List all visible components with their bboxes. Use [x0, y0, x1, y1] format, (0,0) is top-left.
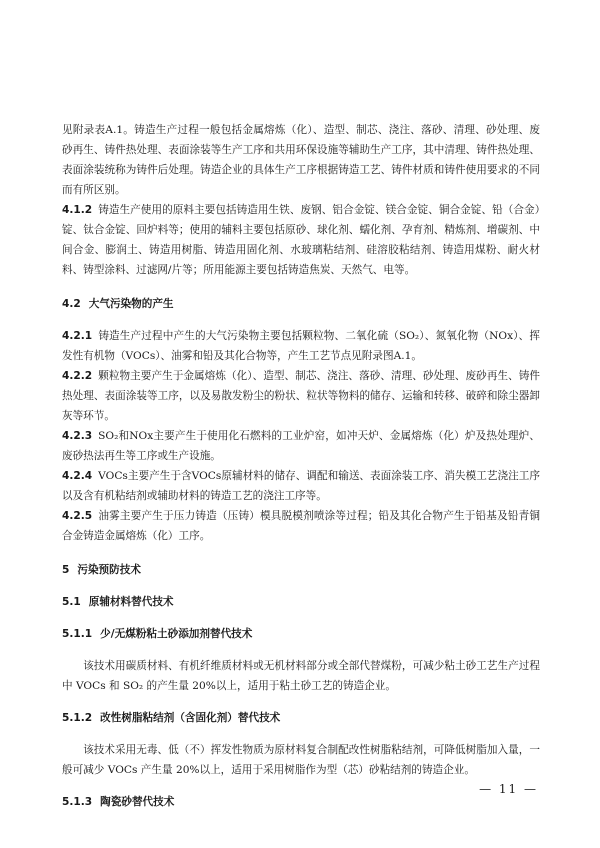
page-content — [62, 120, 540, 812]
clause-text: SO₂和NOx主要产生于使用化石燃料的工业炉窑，如冲天炉、金属熔炼（化）炉及热处理炉、废砂热法再生等工序或生产设施。 — [62, 430, 540, 462]
heading-title: 原辅材料替代技术 — [88, 596, 174, 608]
heading-title: 少/无煤粉粘土砂添加剂替代技术 — [100, 628, 253, 640]
heading-5-1 — [62, 592, 540, 612]
heading-number: 5.1 — [62, 596, 81, 608]
heading-5-1-1 — [62, 624, 540, 644]
clause-number: 4.2.3 — [62, 430, 93, 442]
heading-number: 4.2 — [62, 298, 81, 310]
paragraph-4-2-4 — [62, 466, 540, 506]
clause-number: 4.1.2 — [62, 204, 93, 216]
heading-number: 5.1.3 — [62, 796, 93, 808]
paragraph-4-2-2 — [62, 366, 540, 426]
paragraph-4-2-1 — [62, 326, 540, 366]
paragraph-intro: 见附录表A.1。铸造生产过程一般包括金属熔炼（化）、造型、制芯、浇注、落砂、清理、砂处理、废砂再生、铸件热处理、表面涂装等生产工序和共用环保设施等辅助生产工序，其中清理、铸件热处理、表面涂装统称为铸件后处理。铸造企业的具体生产工序根据铸造工艺、铸件材质和铸件使用要求的不同而有所区别。 — [62, 124, 540, 196]
heading-4-2 — [62, 294, 540, 314]
clause-text: VOCs主要产生于含VOCs原辅材料的储存、调配和输送、表面涂装工序、消失模工艺浇注工序以及含有机粘结剂或辅助材料的铸造工艺的浇注工序等。 — [62, 470, 540, 502]
heading-title: 污染预防技术 — [77, 564, 141, 576]
heading-5 — [62, 560, 540, 580]
heading-number: 5.1.1 — [62, 628, 93, 640]
page-number: — 11 — — [479, 782, 538, 796]
clause-text: 油雾主要产生于压力铸造（压铸）模具脱模剂喷涂等过程；铅及其化合物产生于铅基及铅青铜合金铸造金属熔炼（化）工序。 — [62, 510, 540, 542]
clause-number: 4.2.2 — [62, 370, 93, 382]
clause-text: 颗粒物主要产生于金属熔炼（化）、造型、制芯、浇注、落砂、清理、砂处理、废砂再生、铸件热处理、表面涂装等工序，以及易散发粉尘的粉状、粒状等物料的储存、运输和转移、破碎和除尘器卸灰等环节。 — [62, 370, 540, 422]
clause-number: 4.2.5 — [62, 510, 93, 522]
heading-number: 5.1.2 — [62, 712, 93, 724]
clause-text: 铸造生产使用的原料主要包括铸造用生铁、废钢、铝合金锭、镁合金锭、铜合金锭、铅（合金）锭、钛合金锭、回炉料等；使用的辅料主要包括原砂、球化剂、蠕化剂、孕育剂、精炼剂、增碳剂、中间合金、膨润土、铸造用树脂、铸造用固化剂、水玻璃粘结剂、硅溶胶粘结剂、铸造用煤粉、耐火材料、铸型涂料、过滤网/片等；所用能源主要包括铸造焦炭、天然气、电等。 — [62, 204, 540, 276]
clause-number: 4.2.4 — [62, 470, 93, 482]
paragraph-4-2-3 — [62, 426, 540, 466]
paragraph-4-1-2 — [62, 200, 540, 280]
paragraph-4-2-5 — [62, 506, 540, 546]
heading-5-1-2 — [62, 708, 540, 728]
heading-title: 大气污染物的产生 — [88, 298, 174, 310]
heading-5-1-3 — [62, 792, 540, 812]
paragraph-5-1-1: 该技术用碳质材料、有机纤维质材料或无机材料部分或全部代替煤粉，可减少粘土砂工艺生产过程中 VOCs 和 SO₂ 的产生量 20%以上，适用于粘土砂工艺的铸造企业。 — [62, 660, 540, 692]
heading-title: 改性树脂粘结剂（含固化剂）替代技术 — [100, 712, 281, 724]
clause-text: 铸造生产过程中产生的大气污染物主要包括颗粒物、二氧化硫（SO₂）、氮氧化物（NOx）、挥发性有机物（VOCs）、油雾和铅及其化合物等，产生工艺节点见附录图A.1。 — [62, 330, 540, 362]
heading-number: 5 — [62, 564, 70, 576]
clause-number: 4.2.1 — [62, 330, 93, 342]
paragraph-5-1-2: 该技术采用无毒、低（不）挥发性物质为原材料复合制配改性树脂粘结剂，可降低树脂加入量，一般可减少 VOCs 产生量 20%以上，适用于采用树脂作为型（芯）砂粘结剂的铸造企业。 — [62, 744, 540, 776]
heading-title: 陶瓷砂替代技术 — [100, 796, 175, 808]
